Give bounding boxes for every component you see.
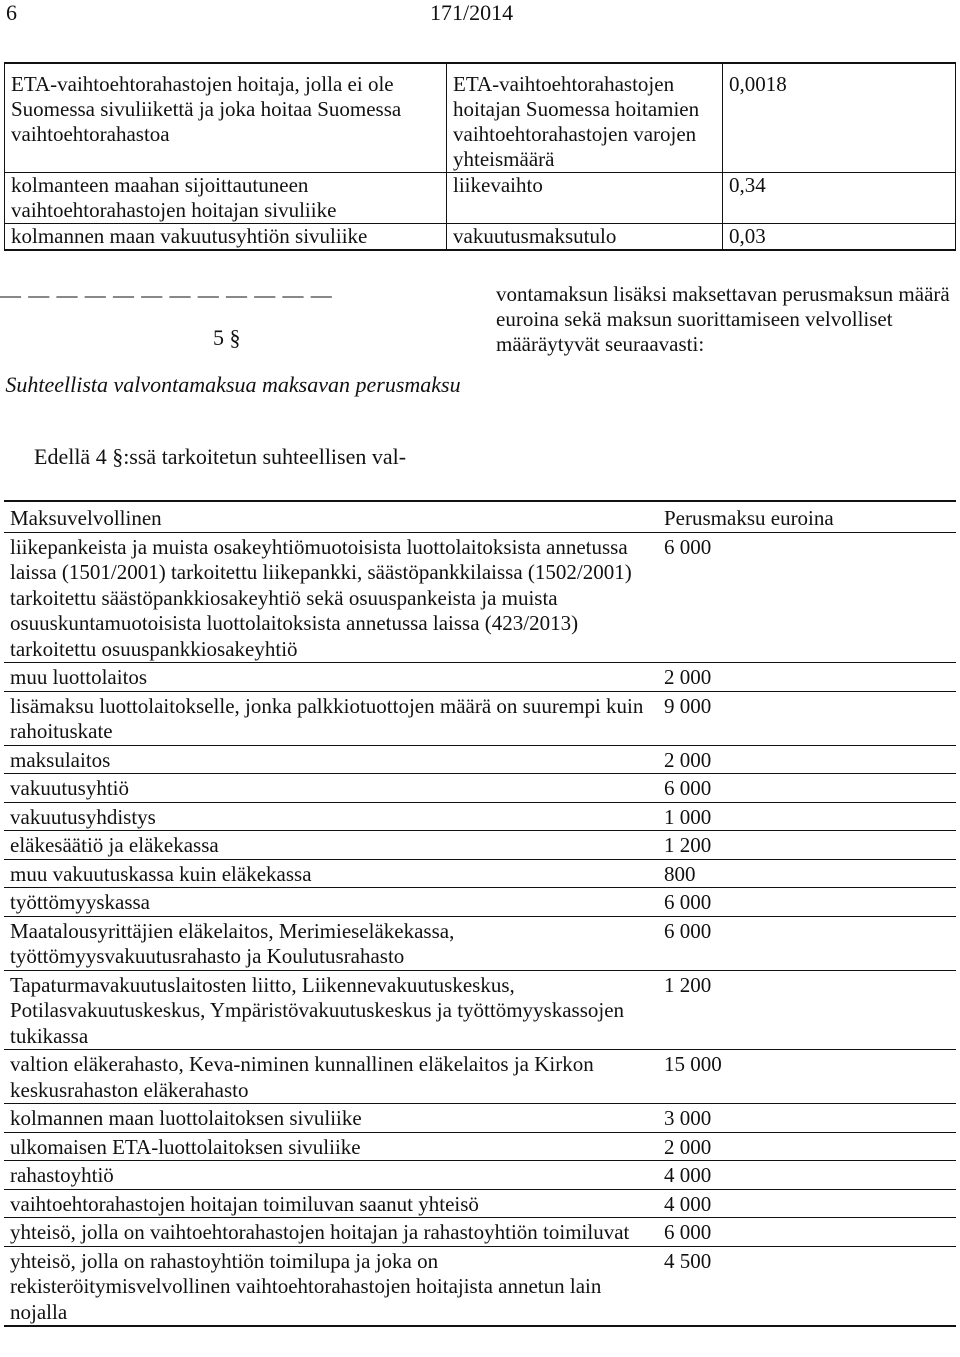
fee-cell: 3 000 — [658, 1104, 956, 1133]
header-fee: Perusmaksu euroina — [658, 501, 956, 532]
fee-cell: 1 000 — [658, 802, 956, 831]
table-row — [4, 663, 956, 692]
payer-cell: eläkesäätiö ja eläkekassa — [4, 831, 658, 860]
coefficient-cell: 0,34 — [723, 173, 956, 224]
payer-cell: valtion eläkerahasto, Keva-niminen kunnallinen eläkelaitos ja Kirkon keskusrahaston eläkerahasto — [4, 1050, 658, 1104]
table-header-row — [4, 501, 956, 532]
table-row — [4, 774, 956, 803]
issue-number: 171/2014 — [430, 0, 514, 25]
paragraph-start: Edellä 4 §:ssä tarkoitetun suhteellisen val- — [34, 444, 407, 469]
fee-cell: 4 000 — [658, 1161, 956, 1190]
header-payer: Maksuvelvollinen — [4, 501, 658, 532]
table-row — [4, 802, 956, 831]
payer-cell: yhteisö, jolla on vaihtoehtorahastojen hoitajan ja rahastoyhtiön toimiluvat — [4, 1218, 658, 1247]
payer-cell: liikepankeista ja muista osakeyhtiömuotoisista luottolaitoksista annetussa laissa (1501/2001) tarkoitettu liikepankki, säästöpankkilaissa (1502/2001) tarkoitettu säästöpankkiosakeyhtiö sekä osuuspankeista ja muista osuuskuntamuotoisista luottolaitoksista annetussa laissa (423/2013) tarkoitettu osuuspankkiosakeyhtiö — [4, 532, 658, 663]
payer-cell: ulkomaisen ETA-luottolaitoksen sivuliike — [4, 1132, 658, 1161]
payer-cell: työttömyyskassa — [4, 888, 658, 917]
section-title: Suhteellista valvontamaksua maksavan perusmaksu — [5, 372, 461, 397]
payer-cell: kolmannen maan vakuutusyhtiön sivuliike — [5, 224, 447, 251]
payer-cell: ETA-vaihtoehtorahastojen hoitaja, jolla ei ole Suomessa sivuliikettä ja joka hoitaa Suomessa vaihtoehtorahastoa — [5, 63, 447, 173]
table-row — [4, 691, 956, 745]
payer-cell: lisämaksu luottolaitokselle, jonka palkkiotuottojen määrä on suurempi kuin rahoituskate — [4, 691, 658, 745]
payer-cell: vakuutusyhdistys — [4, 802, 658, 831]
fee-cell: 1 200 — [658, 970, 956, 1050]
table-row — [4, 1050, 956, 1104]
table-row — [4, 1246, 956, 1326]
table-row — [4, 1189, 956, 1218]
payer-cell: Maatalousyrittäjien eläkelaitos, Merimieseläkekassa, työttömyysvakuutusrahasto ja Koulutusrahasto — [4, 916, 658, 970]
payer-cell: vakuutusyhtiö — [4, 774, 658, 803]
payer-cell: vaihtoehtorahastojen hoitajan toimiluvan saanut yhteisö — [4, 1189, 658, 1218]
payer-cell: muu vakuutuskassa kuin eläkekassa — [4, 859, 658, 888]
fee-cell: 800 — [658, 859, 956, 888]
table-row — [4, 831, 956, 860]
table-row — [4, 916, 956, 970]
basic-fee-table — [4, 500, 956, 1327]
base-cell: ETA-vaihtoehtorahastojen hoitajan Suomessa hoitamien vaihtoehtorahastojen varojen yhteismäärä — [447, 63, 723, 173]
fee-cell: 6 000 — [658, 1218, 956, 1247]
payer-cell: yhteisö, jolla on rahastoyhtiön toimilupa ja joka on rekisteröitymisvelvollinen vaihtoehtorahastojen hoitajista annetun lain nojalla — [4, 1246, 658, 1326]
table-row — [4, 532, 956, 663]
fee-cell: 6 000 — [658, 916, 956, 970]
fee-cell: 9 000 — [658, 691, 956, 745]
coefficient-cell: 0,0018 — [723, 63, 956, 173]
supervision-fee-table — [4, 62, 956, 251]
fee-cell: 6 000 — [658, 888, 956, 917]
section-number: 5 § — [213, 325, 241, 350]
table-row — [5, 173, 956, 224]
table-row — [5, 63, 956, 173]
paragraph-continued: vontamaksun lisäksi maksettavan perusmaksun määrä euroina sekä maksun suorittamiseen velvolliset määräytyvät seuraavasti: — [496, 282, 950, 356]
table-row — [4, 1218, 956, 1247]
coefficient-cell: 0,03 — [723, 224, 956, 251]
fee-cell: 6 000 — [658, 532, 956, 663]
fee-cell: 1 200 — [658, 831, 956, 860]
page-number: 6 — [6, 0, 17, 25]
table-row — [4, 888, 956, 917]
fee-cell: 2 000 — [658, 663, 956, 692]
base-cell: liikevaihto — [447, 173, 723, 224]
payer-cell: Tapaturmavakuutuslaitosten liitto, Liikennevakuutuskeskus, Potilasvakuutuskeskus, Ympäristövakuutuskeskus ja työttömyyskassojen tukikassa — [4, 970, 658, 1050]
section-divider: — — — — — — — — — — — — — [0, 283, 333, 307]
fee-cell: 2 000 — [658, 745, 956, 774]
table-row — [4, 1104, 956, 1133]
table-row — [4, 859, 956, 888]
fee-cell: 6 000 — [658, 774, 956, 803]
payer-cell: rahastoyhtiö — [4, 1161, 658, 1190]
payer-cell: kolmannen maan luottolaitoksen sivuliike — [4, 1104, 658, 1133]
fee-cell: 4 500 — [658, 1246, 956, 1326]
table-row — [4, 970, 956, 1050]
table-row — [4, 745, 956, 774]
fee-cell: 2 000 — [658, 1132, 956, 1161]
table-row — [4, 1161, 956, 1190]
payer-cell: muu luottolaitos — [4, 663, 658, 692]
payer-cell: maksulaitos — [4, 745, 658, 774]
base-cell: vakuutusmaksutulo — [447, 224, 723, 251]
table-row — [5, 224, 956, 251]
fee-cell: 15 000 — [658, 1050, 956, 1104]
payer-cell: kolmanteen maahan sijoittautuneen vaihtoehtorahastojen hoitajan sivuliike — [5, 173, 447, 224]
fee-cell: 4 000 — [658, 1189, 956, 1218]
table-row — [4, 1132, 956, 1161]
